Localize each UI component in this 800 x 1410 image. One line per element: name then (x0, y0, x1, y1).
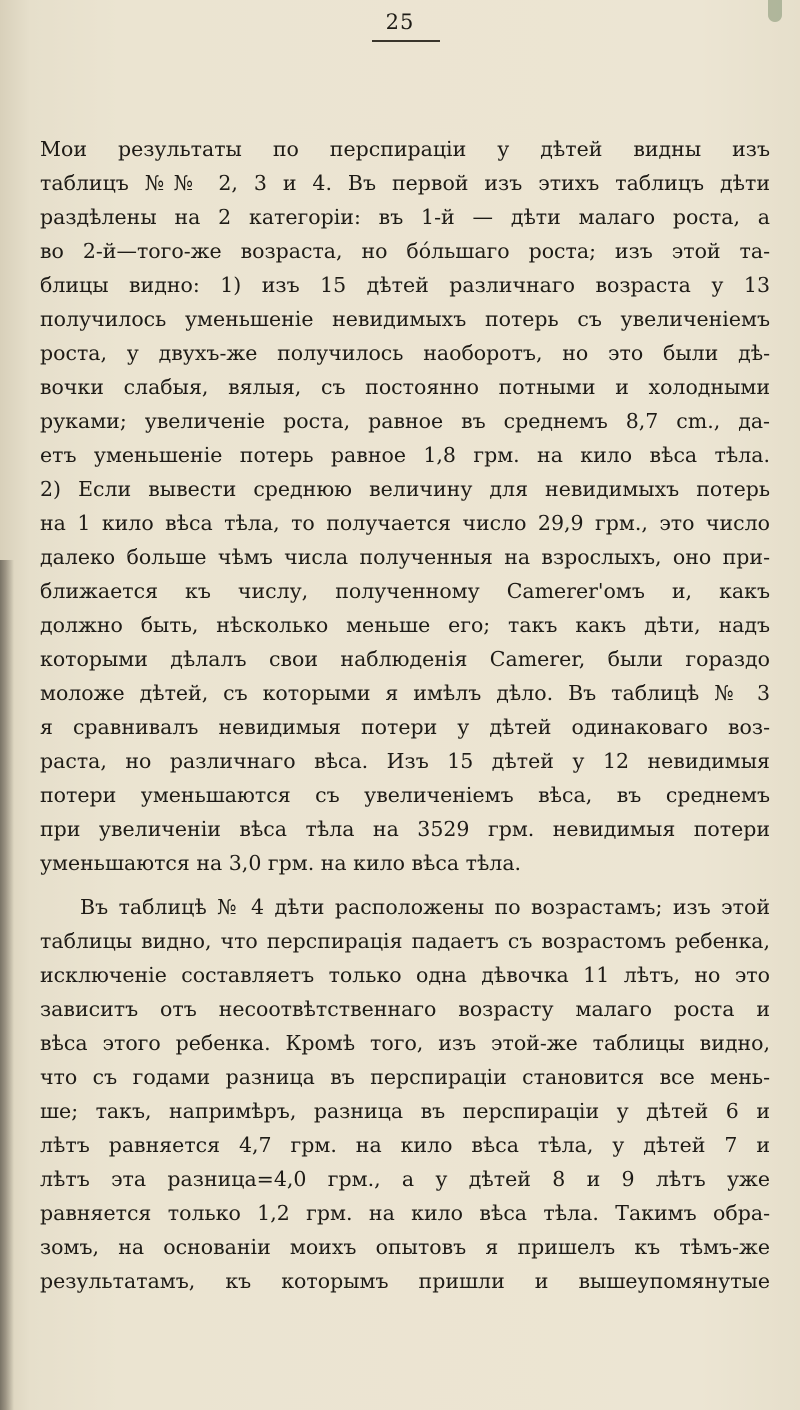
text-line: роста, у двухъ-же получилось наоборотъ, но это были дѣ- (40, 341, 770, 365)
text-line: зомъ, на основаніи моихъ опытовъ я пришелъ къ тѣмъ-же (40, 1235, 770, 1259)
text-line: лѣтъ эта разница=4,0 грм., а у дѣтей 8 и 9 лѣтъ уже (40, 1167, 770, 1191)
text-line: на 1 кило вѣса тѣла, то получается число 29,9 грм., это число (40, 511, 770, 535)
text-line: далеко больше чѣмъ числа полученныя на взрослыхъ, оно при- (40, 545, 770, 569)
text-line: я сравнивалъ невидимыя потери у дѣтей одинаковаго воз- (40, 715, 770, 739)
text-line: 2) Если вывести среднюю величину для невидимыхъ потерь (40, 477, 770, 501)
text-line: етъ уменьшеніе потерь равное 1,8 грм. на кило вѣса тѣла. (40, 443, 770, 467)
text-line: исключеніе составляетъ только одна дѣвочка 11 лѣтъ, но это (40, 963, 770, 987)
text-line: при увеличеніи вѣса тѣла на 3529 грм. невидимыя потери (40, 817, 770, 841)
text-line: равняется только 1,2 грм. на кило вѣса тѣла. Такимъ обра- (40, 1201, 770, 1225)
text-line: уменьшаются на 3,0 грм. на кило вѣса тѣла. (40, 851, 522, 875)
text-line: ше; такъ, напримѣръ, разница въ перспираціи у дѣтей 6 и (40, 1099, 770, 1123)
text-line: Мои результаты по перспираціи у дѣтей видны изъ (40, 137, 770, 161)
text-line: руками; увеличеніе роста, равное въ среднемъ 8,7 cm., да- (40, 409, 770, 433)
text-line: вѣса этого ребенка. Кромѣ того, изъ этой-же таблицы видно, (40, 1031, 770, 1055)
text-line: таблицъ №№ 2, 3 и 4. Въ первой изъ этихъ таблицъ дѣти (40, 171, 770, 195)
page-number-rule (372, 40, 440, 42)
text-line: лѣтъ равняется 4,7 грм. на кило вѣса тѣла, у дѣтей 7 и (40, 1133, 770, 1157)
text-line: потери уменьшаются съ увеличеніемъ вѣса, въ среднемъ (40, 783, 770, 807)
text-line: вочки слабыя, вялыя, съ постоянно потными и холодными (40, 375, 770, 399)
page-number: 25 (385, 10, 415, 34)
text-line: результатамъ, къ которымъ пришли и вышеупомянутые (40, 1269, 770, 1293)
text-line: таблицы видно, что перспирація падаетъ съ возрастомъ ребенка, (40, 929, 770, 953)
text-line: получилось уменьшеніе невидимыхъ потерь съ увеличеніемъ (40, 307, 770, 331)
text-line: раста, но различнаго вѣса. Изъ 15 дѣтей у 12 невидимыя (40, 749, 770, 773)
page-binding-shadow (0, 560, 14, 1410)
text-line: что съ годами разница въ перспираціи становится все мень- (40, 1065, 770, 1089)
text-line: Въ таблицѣ № 4 дѣти расположены по возрастамъ; изъ этой (80, 895, 770, 919)
text-line: должно быть, нѣсколько меньше его; такъ какъ дѣти, надъ (40, 613, 770, 637)
text-line: во 2-й—того-же возраста, но бóльшаго роста; изъ этой та- (40, 239, 770, 263)
text-line: раздѣлены на 2 категоріи: въ 1-й — дѣти малаго роста, а (40, 205, 770, 229)
text-line: зависитъ отъ несоотвѣтственнаго возрасту малаго роста и (40, 997, 770, 1021)
text-line: моложе дѣтей, съ которыми я имѣлъ дѣло. Въ таблицѣ № 3 (40, 681, 770, 705)
text-line: блицы видно: 1) изъ 15 дѣтей различнаго возраста у 13 (40, 273, 770, 297)
text-line: ближается къ числу, полученному Camerer'омъ и, какъ (40, 579, 770, 603)
text-line: которыми дѣлалъ свои наблюденія Camerer, были гораздо (40, 647, 770, 671)
